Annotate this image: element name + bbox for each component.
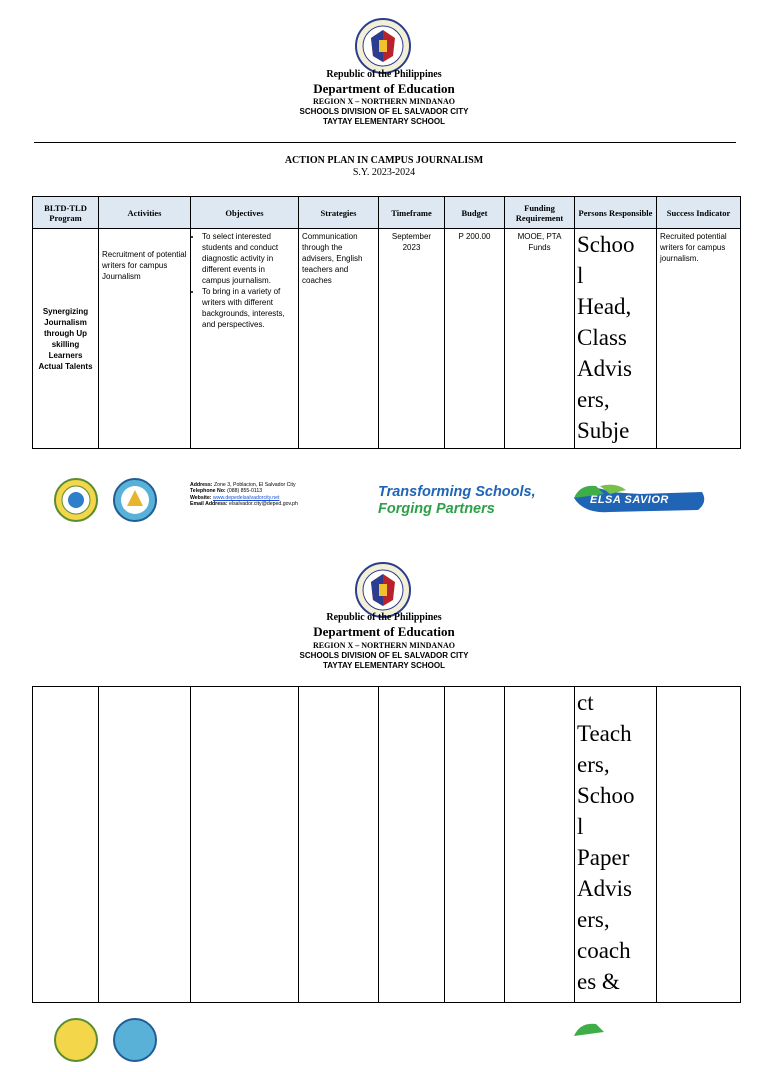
website-link[interactable]: www.depedelsalvadorcity.net xyxy=(212,494,280,501)
page-footer xyxy=(0,1012,768,1072)
telephone-text: (088) 855-0113 xyxy=(227,488,263,495)
column-header: Activities xyxy=(99,197,191,229)
objective-item: • To select interested students and conduct diagnostic activity in different events in campus journalism. xyxy=(202,231,295,286)
persons-line: coach xyxy=(577,938,631,963)
funding-cell: MOOE, PTA Funds xyxy=(505,229,575,449)
strategies-cell xyxy=(299,687,379,1003)
action-plan-table-continued xyxy=(32,686,741,1003)
column-header: Objectives xyxy=(191,197,299,229)
persons-line: Paper xyxy=(577,845,630,870)
objectives-cell xyxy=(191,687,299,1003)
funding-cell xyxy=(505,687,575,1003)
column-header: Success Indicator xyxy=(657,197,741,229)
persons-responsible-cell xyxy=(575,687,657,1003)
program-cell xyxy=(33,687,99,1003)
header-department: Department of Education xyxy=(313,624,455,639)
header-division: SCHOOLS DIVISION OF EL SALVADOR CITY xyxy=(299,651,469,660)
email-label: Email Address: xyxy=(190,501,228,508)
school-year: S.Y. 2023-2024 xyxy=(352,167,416,178)
column-header: Funding Requirement xyxy=(505,197,575,229)
deped-seal-icon xyxy=(355,562,411,618)
persons-line: Head, xyxy=(577,294,632,319)
persons-line: Subje xyxy=(577,418,630,443)
activity-cell: Recruitment of potential writers for campus Journalism xyxy=(99,229,191,449)
elsa-logo-text: ELSA SAVIOR xyxy=(590,494,669,506)
persons-line: es & xyxy=(577,969,620,994)
strategies-cell: Communication through the advisers, English teachers and coaches xyxy=(299,229,379,449)
header-region: REGION X – NORTHERN MINDANAO xyxy=(313,97,455,106)
school-logo-icon xyxy=(113,1018,157,1062)
persons-line: Advis xyxy=(577,356,632,381)
column-header: Budget xyxy=(445,197,505,229)
header-school: TAYTAY ELEMENTARY SCHOOL xyxy=(323,661,445,670)
column-header: Persons Responsible xyxy=(575,197,657,229)
header-department: Department of Education xyxy=(313,81,455,96)
header-school: TAYTAY ELEMENTARY SCHOOL xyxy=(323,117,445,126)
website-label: Website: xyxy=(190,494,212,501)
persons-line: Advis xyxy=(577,876,632,901)
email-text: elsalvador.city@deped.gov.ph xyxy=(229,501,298,508)
address-text: Zone 3, Poblacion, El Salvador City xyxy=(213,482,296,488)
persons-line: ers, xyxy=(577,752,610,777)
division-logo-icon xyxy=(54,1018,98,1062)
success-indicator-cell: Recruited potential writers for campus journalism. xyxy=(657,229,741,449)
document-title: ACTION PLAN IN CAMPUS JOURNALISM xyxy=(284,155,484,166)
persons-line: Class xyxy=(577,325,627,350)
header-division: SCHOOLS DIVISION OF EL SALVADOR CITY xyxy=(299,107,469,116)
header-republic: Republic of the Philippines xyxy=(326,69,442,80)
address-label: Address: xyxy=(190,482,213,488)
persons-line: ct xyxy=(577,690,594,715)
persons-line: Schoo xyxy=(577,232,635,257)
activity-cell xyxy=(99,687,191,1003)
tagline-line-2: Forging Partners xyxy=(378,501,495,517)
table-row xyxy=(33,687,741,1003)
persons-line: l xyxy=(577,263,584,288)
budget-cell: P 200.00 xyxy=(445,229,505,449)
success-indicator-cell xyxy=(657,687,741,1003)
telephone-label: Telephone No: xyxy=(190,488,226,495)
program-cell: Synergizing Journalism through Up skilling Learners Actual Talents xyxy=(33,229,99,449)
persons-line: Teach xyxy=(577,721,632,746)
timeframe-cell: September 2023 xyxy=(379,229,445,449)
budget-cell xyxy=(445,687,505,1003)
column-header: BLTD-TLD Program xyxy=(33,197,99,229)
column-header: Strategies xyxy=(299,197,379,229)
persons-line: ers, xyxy=(577,907,610,932)
timeframe-cell xyxy=(379,687,445,1003)
persons-line: Schoo xyxy=(577,783,635,808)
tagline-line-1: Transforming Schools, xyxy=(378,484,536,500)
header-region: REGION X – NORTHERN MINDANAO xyxy=(313,641,455,650)
column-header: Timeframe xyxy=(379,197,445,229)
header-republic: Republic of the Philippines xyxy=(326,612,442,623)
persons-line: l xyxy=(577,814,584,839)
persons-line: ers, xyxy=(577,387,610,412)
objective-item: • To bring in a variety of writers with different backgrounds, interests, and perspectives. xyxy=(202,286,295,330)
